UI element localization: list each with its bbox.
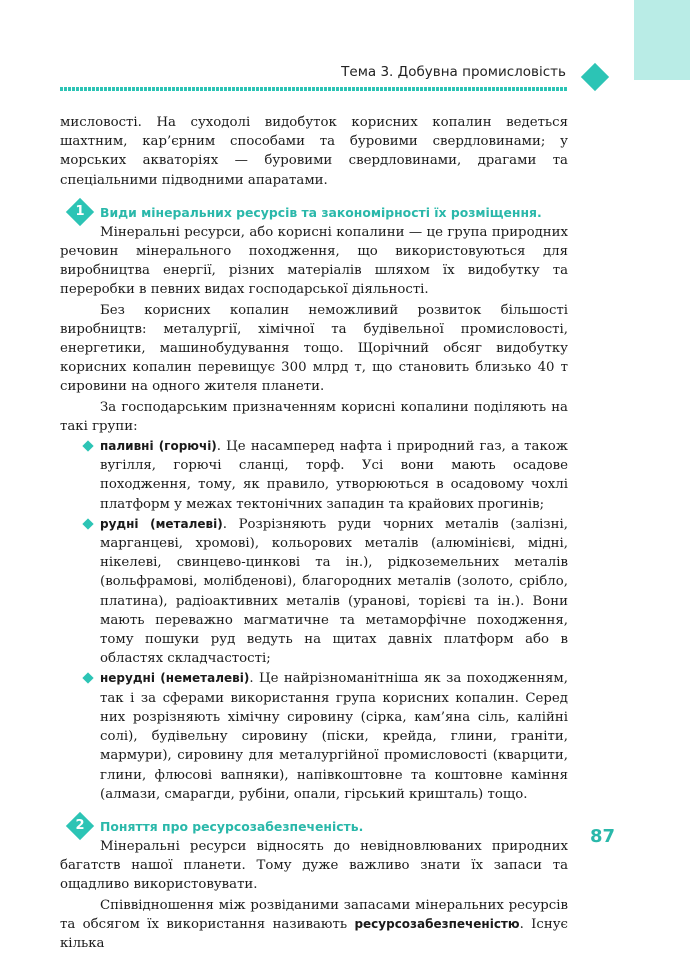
section-heading-1	[60, 204, 568, 221]
term: паливні (горючі)	[100, 439, 217, 454]
paragraph: Мінеральні ресурси, або корисні копалини — це група природних речовин мінерального походження, що використовуються для виробництва енергії, різних матеріалів шляхом їх видобутку та переробки в певних видах господарської діяльності.	[60, 224, 568, 298]
corner-tab	[634, 0, 690, 80]
paragraph-text: . Існує кілька	[60, 916, 568, 951]
term: ресурсозабезпеченістю	[354, 916, 520, 931]
section-heading-2	[60, 818, 568, 835]
intro-paragraph: мисловості. На суходолі видобуток корисних копалин ведеться шахтним, кар’єрним способами та буровими свердловинами; у морських акваторіях — буровими свердловинами, драгами та спеціальними підводними апаратами.	[60, 115, 568, 188]
section-title: Види мінеральних ресурсів та закономірності їх розміщення.	[100, 204, 542, 220]
list-item	[60, 437, 568, 514]
chapter-title: Тема 3. Добувна промисловість	[341, 64, 566, 80]
section-number: 2	[75, 817, 85, 833]
diamond-icon	[581, 63, 609, 91]
paragraph: Мінеральні ресурси відносять до невідновлюваних природних багатств нашої планети. Тому дуже важливо знати їх запаси та ощадливо використовувати.	[60, 838, 568, 893]
list-item	[60, 515, 568, 669]
list-item-text: . Це насамперед нафта і природний газ, а також вугілля, горючі сланці, торф. Усі вони мають осадове походження, тому, як правило, утворюються в осадовому чохлі платформ у межах тектонічних западин та крайових прогинів;	[100, 439, 568, 512]
paragraph: За господарським призначенням корисні копалини поділяють на такі групи:	[60, 399, 568, 434]
diamond-bullet-icon	[82, 673, 93, 684]
list-item-text: . Це найрізноманітніша як за походженням, так і за сферами використання група корисних копалин. Серед них розрізняють хімічну сировину (сірка, кам’яна сіль, калійні солі), будівельну сировину (піски, крейда, глини, граніти, мармури), сировину для металургійної промисловості (кварцити, глини, флюсові вапняки), напівкоштовне та коштовне каміння (алмази, смарагди, рубіни, опали, гірський кришталь) тощо.	[100, 671, 568, 802]
diamond-bullet-icon	[82, 518, 93, 529]
page-content	[60, 113, 568, 953]
diamond-bullet-icon	[82, 440, 93, 451]
list-item	[60, 669, 568, 803]
term: рудні (металеві)	[100, 516, 223, 531]
term: нерудні (неметалеві)	[100, 671, 250, 686]
paragraph-text: Співвідношення між розвіданими запасами мінеральних ресурсів та обсягом їх використання називають	[60, 897, 568, 932]
paragraph: Без корисних копалин неможливий розвиток більшості виробництв: металургії, хімічної та будівельної промисловості, енергетики, машинобудування тощо. Щорічний обсяг видобутку корисних копалин перевищує 300 млрд т, що становить близько 40 т сировини на одного жителя планети.	[60, 302, 568, 395]
header-divider	[60, 87, 568, 91]
list-item-text: . Розрізняють руди чорних металів (залізні, марганцеві, хромові), кольорових металів (алюмінієві, мідні, нікелеві, свинцево-цинкові та ін.), рідкоземельних металів (вольфрамові, молібденові), благородних металів (золото, срібло, платина), радіоактивних металів (уранові, торієві та ін.). Вони мають переважно магматичне та метаморфічне походження, тому пошуки руд ведуть на щитах давніх платформ або в областях складчастості;	[100, 516, 568, 667]
page-number: 87	[590, 826, 616, 847]
section-number: 1	[75, 203, 85, 219]
paragraph	[60, 896, 568, 953]
section-title: Поняття про ресурсозабезпеченість.	[100, 818, 364, 834]
